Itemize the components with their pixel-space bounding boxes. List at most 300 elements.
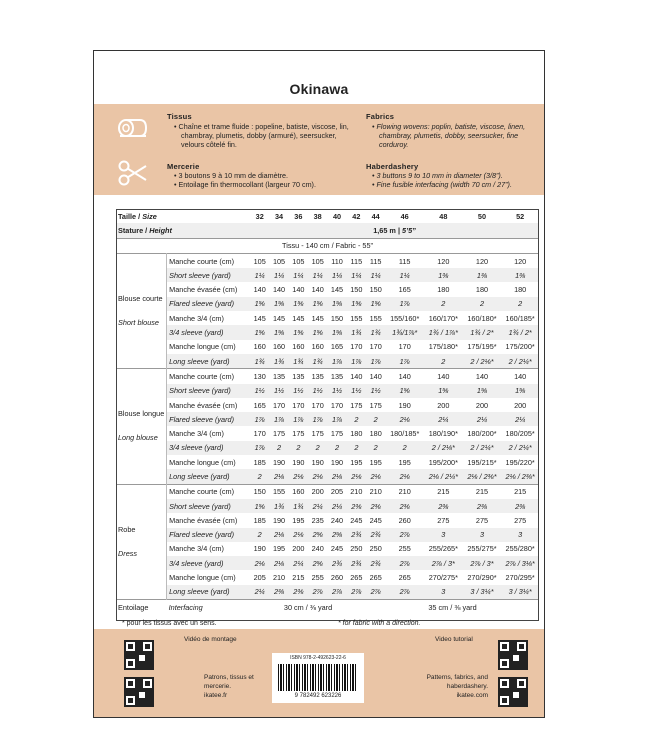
yardage-cell: 190 (253, 544, 266, 554)
table-row (116, 384, 539, 398)
sleeve-label: Manche évasée (cm) (169, 400, 238, 410)
yardage-cell: 1¾ (308, 354, 327, 369)
size-cell: 38 (313, 211, 322, 221)
yardage-cell: 1⅝ (269, 297, 288, 311)
yardage-cell: 275 (514, 515, 527, 525)
yardage-cell: 2 (366, 412, 385, 426)
isbn-text: ISBN 978-2-492623-22-6 (290, 655, 346, 661)
yardage-cell: 1⅞ (385, 354, 424, 369)
height-value: 1,65 m | 5’5” (250, 223, 539, 238)
yardage-cell: 1⅞ (250, 412, 269, 426)
yardage-cell: 1¼ (250, 268, 269, 282)
table-row (116, 455, 539, 469)
yardage-cell: 1½ (308, 384, 327, 398)
yardage-cell: 155 (350, 313, 363, 323)
yardage-cell: 140 (501, 369, 539, 384)
qr-code-fr[interactable] (124, 640, 154, 670)
scissors-icon (118, 159, 148, 187)
shop-line-en: Patterns, fabrics, and (426, 674, 488, 681)
yardage-cell: 175 (272, 429, 286, 439)
size-cell: 36 (294, 211, 303, 221)
yardage-cell: 210 (272, 573, 286, 583)
yardage-cell: 2⅜ (289, 585, 308, 600)
sleeve-label: Flared sleeve (yard) (167, 528, 250, 542)
size-header: Taille / Size (118, 211, 157, 221)
yardage-cell: 175/195* (467, 342, 497, 352)
yardage-cell: 150 (350, 285, 363, 295)
qr-code-shop-fr[interactable] (124, 677, 154, 707)
yardage-cell: 1¾ / 2* (463, 325, 502, 339)
yardage-cell: 145 (311, 313, 324, 323)
yardage-cell: 195/220* (505, 457, 535, 467)
height-label-en: Height (149, 225, 172, 235)
yardage-cell: 2⅛ (327, 469, 346, 484)
yardage-cell: 1⅝ (250, 297, 269, 311)
size-cell: 32 (255, 211, 264, 221)
yardage-cell: 140 (347, 369, 366, 384)
garment-name-en: Long blouse (118, 433, 158, 443)
yardage-cell: 180/205* (505, 429, 535, 439)
barcode-bars (278, 664, 358, 691)
qr-code-en[interactable] (498, 640, 528, 670)
yardage-cell: 2⅞ (385, 528, 424, 542)
interfacing-label-en: Interfacing (167, 600, 250, 615)
pattern-title: Okinawa (289, 81, 349, 97)
yardage-cell: 195 (292, 515, 305, 525)
yardage-cell: 2¼ (463, 412, 502, 426)
yardage-cell: 190 (272, 457, 286, 467)
table-row (116, 268, 539, 282)
yardage-cell: 1½ (347, 384, 366, 398)
yardage-cell: 260 (330, 573, 344, 583)
yardage-cell: 215 (501, 484, 539, 499)
yardage-cell: 2¼ (424, 412, 463, 426)
yardage-cell: 1¾ / 2* (501, 325, 539, 339)
yardage-cell: 210 (366, 484, 385, 499)
sleeve-label: Manche 3/4 (cm) (169, 429, 224, 439)
table-row (116, 556, 539, 570)
note-en: * for fabric with a direction. (338, 620, 421, 627)
yardage-cell: 115 (347, 253, 366, 268)
yardage-cell: 115 (385, 253, 424, 268)
yardage-cell: 1½ (327, 384, 346, 398)
yardage-cell: 180/190* (428, 429, 458, 439)
yardage-cell: 1⅞ (366, 354, 385, 369)
haberdashery-label-fr: Mercerie (167, 162, 200, 171)
yardage-cell: 1½ (250, 384, 269, 398)
fabric-width-line: Tissu - 140 cm / Fabric - 55” (116, 238, 539, 253)
yardage-cell: 2⅜ (424, 499, 463, 513)
yardage-cell: 1¾ (289, 499, 308, 513)
sleeve-label: Short sleeve (yard) (167, 268, 250, 282)
yardage-cell: 2¼ (289, 556, 308, 570)
yardage-cell: 2⅛ / 2⅜* (501, 469, 539, 484)
yardage-cell: 180 (514, 285, 527, 295)
yardage-cell: 3 / 3¼* (463, 585, 502, 600)
yardage-cell: 2⅜ (501, 499, 539, 513)
haberdashery-item-en: • 3 buttons 9 to 10 mm in diameter (3/8”). (372, 171, 542, 180)
garment-group-label (116, 369, 167, 484)
yardage-cell: 2⅛ (289, 528, 308, 542)
yardage-cell: 245 (369, 515, 382, 525)
yardage-cell: 175 (369, 400, 382, 410)
yardage-cell: 1⅝ (327, 297, 346, 311)
yardage-cell: 2⅛ (308, 469, 327, 484)
interfacing-large: 35 cm / ⅜ yard (366, 600, 539, 615)
yardage-cell: 2⅞ / 3* (424, 556, 463, 570)
fabric-roll-icon (116, 112, 150, 142)
yardage-cell: 2 / 2¼* (501, 441, 539, 455)
yardage-cell: 200 (514, 400, 527, 410)
yardage-cell: 2⅞ (347, 585, 366, 600)
table-row (116, 340, 539, 354)
yardage-cell: 165 (330, 342, 344, 352)
yardage-cell: 180 (437, 285, 450, 295)
yardage-cell: 180 (369, 429, 382, 439)
yardage-cell: 2⅝ (308, 528, 327, 542)
size-cell: 46 (400, 211, 409, 221)
yardage-cell: 1⅝ (366, 297, 385, 311)
yardage-cell: 260 (398, 515, 411, 525)
yardage-cell: 145 (292, 313, 305, 323)
yardage-cell: 2⅜ (269, 585, 288, 600)
yardage-cell: 2⅜ (366, 499, 385, 513)
shop-url-en[interactable]: ikatee.com (456, 692, 488, 699)
yardage-cell: 255/265* (428, 544, 458, 554)
yardage-cell: 160/170* (428, 313, 458, 323)
yardage-cell: 2¼ (250, 585, 269, 600)
yardage-cell: 170 (272, 400, 286, 410)
yardage-cell: 175/200* (505, 342, 535, 352)
height-value-metric: 1,65 m (373, 225, 396, 235)
yardage-cell: 190 (292, 457, 305, 467)
yardage-cell: 1⅞ (308, 412, 327, 426)
sleeve-label: Flared sleeve (yard) (167, 412, 250, 426)
yardage-cell: 145 (253, 313, 266, 323)
yardage-cell: 1⅝ (269, 325, 288, 339)
yardage-cell: 185 (253, 457, 266, 467)
yardage-cell: 135 (308, 369, 327, 384)
yardage-cell: 255 (398, 544, 411, 554)
yardage-cell: 1¾/1⅞* (385, 325, 424, 339)
haberdashery-list-en (372, 171, 542, 189)
size-label-en: Size (142, 211, 157, 221)
yardage-cell: 2⅞ (366, 585, 385, 600)
yardage-cell: 180/185* (390, 429, 420, 439)
yardage-cell: 160/180* (467, 313, 497, 323)
fabrics-list-en (372, 122, 542, 149)
yardage-cell: 170 (292, 400, 305, 410)
yardage-cell: 2 (463, 297, 502, 311)
haberdashery-label-en: Haberdashery (366, 162, 419, 171)
yardage-cell: 190 (330, 457, 344, 467)
yardage-cell: 120 (501, 253, 539, 268)
yardage-cell: 195/200* (428, 457, 458, 467)
yardage-cell: 2⅞ / 3⅛* (501, 556, 539, 570)
yardage-cell: 135 (327, 369, 346, 384)
yardage-cell: 195 (350, 457, 363, 467)
yardage-cell: 175 (330, 429, 344, 439)
yardage-cell: 190 (398, 400, 411, 410)
table-row (116, 570, 539, 584)
sleeve-label: Long sleeve (yard) (167, 585, 250, 600)
height-value-imperial: 5’5” (402, 225, 416, 235)
yardage-cell: 1¼ (347, 268, 366, 282)
table-row (116, 253, 539, 268)
yardage-cell: 165 (398, 285, 411, 295)
yardage-cell: 1½ (289, 384, 308, 398)
yardage-cell: 1⅜ (501, 268, 539, 282)
yardage-cell: 1¼ (308, 268, 327, 282)
yardage-cell: 270/290* (467, 573, 497, 583)
table-row (116, 441, 539, 455)
size-cell: 44 (371, 211, 380, 221)
yardage-cell: 2⅞ (327, 585, 346, 600)
sleeve-label: Long sleeve (yard) (167, 354, 250, 369)
yardage-cell: 150 (369, 285, 382, 295)
yardage-cell: 275 (475, 515, 489, 525)
yardage-cell: 1⅜ (424, 268, 463, 282)
sleeve-label: Short sleeve (yard) (167, 384, 250, 398)
yardage-cell: 2⅞ (385, 556, 424, 570)
haberdashery-item-fr: • Entoilage fin thermocollant (largeur 70 cm). (174, 180, 356, 189)
yardage-cell: 130 (250, 369, 269, 384)
sleeve-label: Manche longue (cm) (169, 342, 236, 352)
yardage-cell: 170 (369, 342, 382, 352)
yardage-cell: 165 (253, 400, 266, 410)
yardage-cell: 2 (347, 412, 366, 426)
yardage-cell: 1⅝ (347, 297, 366, 311)
yardage-cell: 1¼ (289, 268, 308, 282)
yardage-cell: 205 (327, 484, 346, 499)
yardage-cell: 265 (398, 573, 411, 583)
yardage-cell: 2⅛ (269, 528, 288, 542)
yardage-cell: 2 (424, 354, 463, 369)
yardage-cell: 160 (311, 342, 324, 352)
fabrics-item-fr: • Chaîne et trame fluide : popeline, batiste, viscose, lin, chambray, plumetis, dobby (armuré), seersucker, velours côtelé fin. (174, 122, 356, 149)
yardage-cell: 215 (292, 573, 305, 583)
yardage-cell: 2¾ (366, 556, 385, 570)
table-row (116, 426, 539, 440)
sleeve-label: Long sleeve (yard) (167, 469, 250, 484)
yardage-cell: 1⅞ (327, 412, 346, 426)
table-row (116, 398, 539, 412)
yardage-cell: 140 (292, 285, 305, 295)
fabrics-label-en: Fabrics (366, 112, 395, 121)
yardage-cell: 1⅞ (250, 441, 269, 455)
yardage-cell: 215 (424, 484, 463, 499)
yardage-cell: 255/280* (505, 544, 535, 554)
yardage-cell: 2¾ (347, 556, 366, 570)
yardage-table (116, 209, 539, 614)
yardage-cell: 210 (385, 484, 424, 499)
yardage-cell: 110 (327, 253, 346, 268)
yardage-cell: 235 (311, 515, 324, 525)
yardage-cell: 1¼ (269, 268, 288, 282)
sleeve-label: Manche évasée (cm) (169, 515, 238, 525)
yardage-cell: 1¾ (366, 325, 385, 339)
table-row (116, 297, 539, 311)
sleeve-label: Manche courte (cm) (167, 253, 250, 268)
yardage-cell: 195 (398, 457, 411, 467)
size-cell: 34 (274, 211, 284, 221)
size-cell: 40 (332, 211, 342, 221)
yardage-cell: 1¼ (327, 268, 346, 282)
sleeve-label: Flared sleeve (yard) (167, 297, 250, 311)
yardage-cell: 135 (269, 369, 288, 384)
interfacing-label: Entoilage (116, 600, 167, 615)
yardage-cell: 250 (350, 544, 363, 554)
yardage-cell: 2 (385, 441, 424, 455)
yardage-cell: 175 (350, 400, 363, 410)
table-row (116, 513, 539, 527)
yardage-cell: 2⅞ (385, 585, 424, 600)
yardage-cell: 2⅛ (385, 469, 424, 484)
yardage-cell: 1⅞ (269, 412, 288, 426)
yardage-cell: 105 (308, 253, 327, 268)
yardage-cell: 1⅞ (327, 354, 346, 369)
yardage-cell: 3 (501, 528, 539, 542)
table-row (116, 354, 539, 369)
garment-name: Blouse courte (118, 294, 163, 304)
yardage-cell: 160 (292, 342, 305, 352)
yardage-cell: 2¼ (308, 499, 327, 513)
video-label-en: Video tutorial (435, 636, 473, 643)
haberdashery-item-en: • Fine fusible interfacing (width 70 cm / 27”). (372, 180, 542, 189)
yardage-cell: 1⅝ (308, 325, 327, 339)
yardage-cell: 105 (269, 253, 288, 268)
shop-text-en (416, 673, 488, 700)
yardage-cell: 2 (269, 441, 288, 455)
yardage-cell: 155 (369, 313, 382, 323)
yardage-cell: 265 (369, 573, 382, 583)
table-row (116, 311, 539, 325)
table-row (116, 369, 539, 384)
table-row (116, 585, 539, 600)
sleeve-label: Manche 3/4 (cm) (169, 313, 224, 323)
sleeve-label: Manche 3/4 (cm) (169, 544, 224, 554)
yardage-cell: 1⅝ (289, 325, 308, 339)
yardage-cell: 2 (347, 441, 366, 455)
yardage-cell: 195/215* (467, 457, 497, 467)
yardage-cell: 2 / 2¼* (501, 354, 539, 369)
yardage-cell: 1½ (366, 384, 385, 398)
yardage-cell: 170 (330, 400, 344, 410)
yardage-cell: 180/200* (467, 429, 497, 439)
table-row (116, 282, 539, 296)
yardage-cell: 1⅞ (385, 297, 424, 311)
table-row (116, 528, 539, 542)
yardage-cell: 1¾ (250, 354, 269, 369)
shop-url-fr[interactable]: ikatee.fr (204, 692, 228, 699)
yardage-cell: 1¼ (385, 268, 424, 282)
footer-band (94, 629, 544, 717)
yardage-cell: 140 (311, 285, 324, 295)
yardage-cell: 3 (424, 528, 463, 542)
yardage-cell: 270/275* (428, 573, 458, 583)
table-row (116, 412, 539, 426)
yardage-cell: 2⅜ (347, 499, 366, 513)
yardage-cell: 200 (292, 544, 305, 554)
yardage-cell: 185 (253, 515, 266, 525)
yardage-cell: 1¾ (269, 354, 288, 369)
yardage-cell: 3 (424, 585, 463, 600)
yardage-cell: 160 (253, 342, 266, 352)
fabrics-item-en: • Flowing wovens: poplin, batiste, viscose, linen, chambray, plumetis, dobby, seersucker, fine corduroy. (372, 122, 542, 149)
yardage-cell: 2 (250, 528, 269, 542)
yardage-cell: 2 / 2¼* (463, 441, 502, 455)
yardage-cell: 255/275* (467, 544, 497, 554)
yardage-cell: 275 (437, 515, 450, 525)
yardage-cell: 2 (366, 441, 385, 455)
sleeve-label: 3/4 sleeve (yard) (167, 325, 250, 339)
yardage-cell: 2¾ (347, 528, 366, 542)
yardage-cell: 2 / 2⅛* (424, 441, 463, 455)
yardage-cell: 1⅝ (250, 499, 269, 513)
yardage-cell: 1¼ (366, 268, 385, 282)
yardage-cell: 175 (311, 429, 324, 439)
yardage-cell: 1¾ / 1⅞* (424, 325, 463, 339)
yardage-cell: 150 (250, 484, 269, 499)
yardage-cell: 195 (369, 457, 382, 467)
yardage-cell: 1¾ (347, 325, 366, 339)
yardage-cell: 2 (424, 297, 463, 311)
yardage-cell: 2⅛ (269, 556, 288, 570)
haberdashery-list-fr (174, 171, 356, 189)
table-row (116, 542, 539, 556)
garment-name: Blouse longue (118, 409, 165, 419)
note-fr: * pour les tissus avec un sens. (122, 620, 217, 627)
yardage-cell: 3 / 3¼* (501, 585, 539, 600)
yardage-cell: 160 (289, 484, 308, 499)
yardage-cell: 2 (308, 441, 327, 455)
shop-line-en: haberdashery. (446, 683, 488, 690)
yardage-cell: 1⅝ (424, 384, 463, 398)
yardage-cell: 2 (327, 441, 346, 455)
yardage-cell: 1⅞ (289, 412, 308, 426)
size-cell: 48 (439, 211, 448, 221)
yardage-cell: 240 (311, 544, 324, 554)
yardage-cell: 2⅛ (366, 469, 385, 484)
yardage-cell: 120 (463, 253, 502, 268)
sleeve-label: Manche évasée (cm) (169, 285, 238, 295)
yardage-cell: 120 (424, 253, 463, 268)
yardage-cell: 140 (253, 285, 266, 295)
yardage-cell: 1⅝ (289, 297, 308, 311)
size-cell: 42 (352, 211, 361, 221)
yardage-cell: 1⅝ (327, 325, 346, 339)
yardage-cell: 1½ (269, 384, 288, 398)
yardage-cell: 175 (292, 429, 305, 439)
table-row (116, 469, 539, 484)
yardage-cell: 2¼ (327, 499, 346, 513)
yardage-cell: 2 (501, 297, 539, 311)
yardage-cell: 2⅜ (385, 499, 424, 513)
pattern-sheet (93, 50, 545, 718)
yardage-cell: 1⅝ (385, 384, 424, 398)
yardage-cell: 200 (475, 400, 489, 410)
qr-code-shop-en[interactable] (498, 677, 528, 707)
size-cell: 50 (477, 211, 487, 221)
yardage-cell: 135 (289, 369, 308, 384)
yardage-cell: 160/185* (505, 313, 535, 323)
shop-line-fr: mercerie. (204, 683, 232, 690)
yardage-cell: 2⅛ / 2¼* (424, 469, 463, 484)
yardage-cell: 2⅛ (347, 469, 366, 484)
size-label: Taille (118, 211, 137, 221)
yardage-cell: 240 (330, 515, 344, 525)
yardage-cell: 140 (366, 369, 385, 384)
